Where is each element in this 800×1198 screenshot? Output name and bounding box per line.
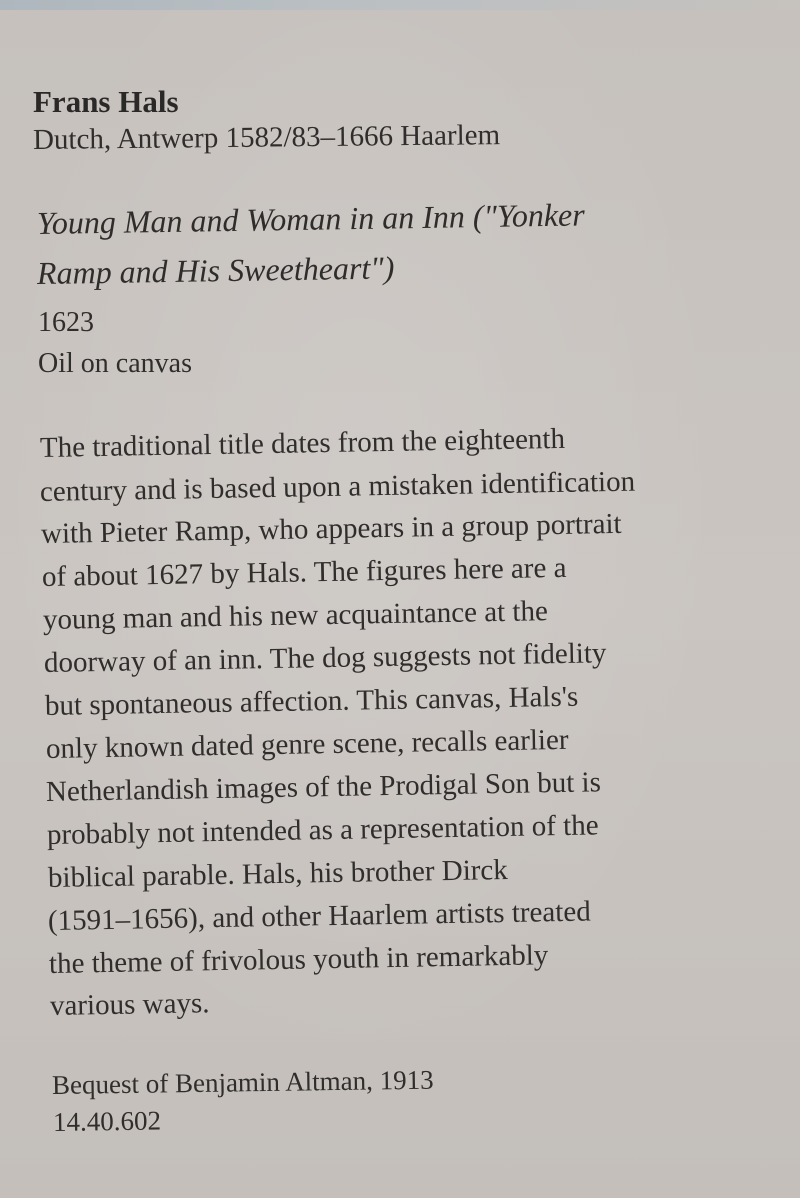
artist-nationality: Dutch, Antwerp 1582/83–1666 Haarlem — [32, 119, 501, 156]
description-line: The traditional title dates from the eighteenth — [39, 422, 566, 464]
description-line: with Pieter Ramp, who appears in a group portrait — [40, 507, 622, 550]
artwork-medium: Oil on canvas — [38, 348, 192, 379]
artwork-title-line: Ramp and His Sweetheart") — [36, 249, 395, 291]
artwork-date: 1623 — [38, 307, 94, 338]
description-line: young man and his new acquaintance at the — [42, 595, 549, 636]
description-line: doorway of an inn. The dog suggests not fidelity — [43, 637, 607, 679]
frame-edge — [0, 0, 800, 10]
description-line: probably not intended as a representation of the — [46, 809, 599, 851]
description-line: biblical parable. Hals, his brother Dirck — [47, 853, 509, 894]
description-line: century and is based upon a mistaken identification — [39, 465, 636, 508]
description-line: of about 1627 by Hals. The figures here are a — [41, 551, 567, 593]
credit-line: Bequest of Benjamin Altman, 1913 — [51, 1064, 434, 1100]
artist-name: Frans Hals — [33, 84, 179, 119]
description-line: but spontaneous affection. This canvas, Hals's — [44, 680, 579, 722]
description-line: only known dated genre scene, recalls earlier — [45, 723, 569, 765]
artwork-title-line: Young Man and Woman in an Inn ("Yonker — [36, 196, 585, 241]
description-line: Netherlandish images of the Prodigal Son but is — [45, 766, 602, 808]
accession-number: 14.40.602 — [52, 1105, 162, 1137]
description-line: the theme of frivolous youth in remarkably — [48, 939, 549, 980]
description-line: various ways. — [49, 987, 210, 1022]
description-line: (1591–1656), and other Haarlem artists treated — [47, 895, 591, 937]
